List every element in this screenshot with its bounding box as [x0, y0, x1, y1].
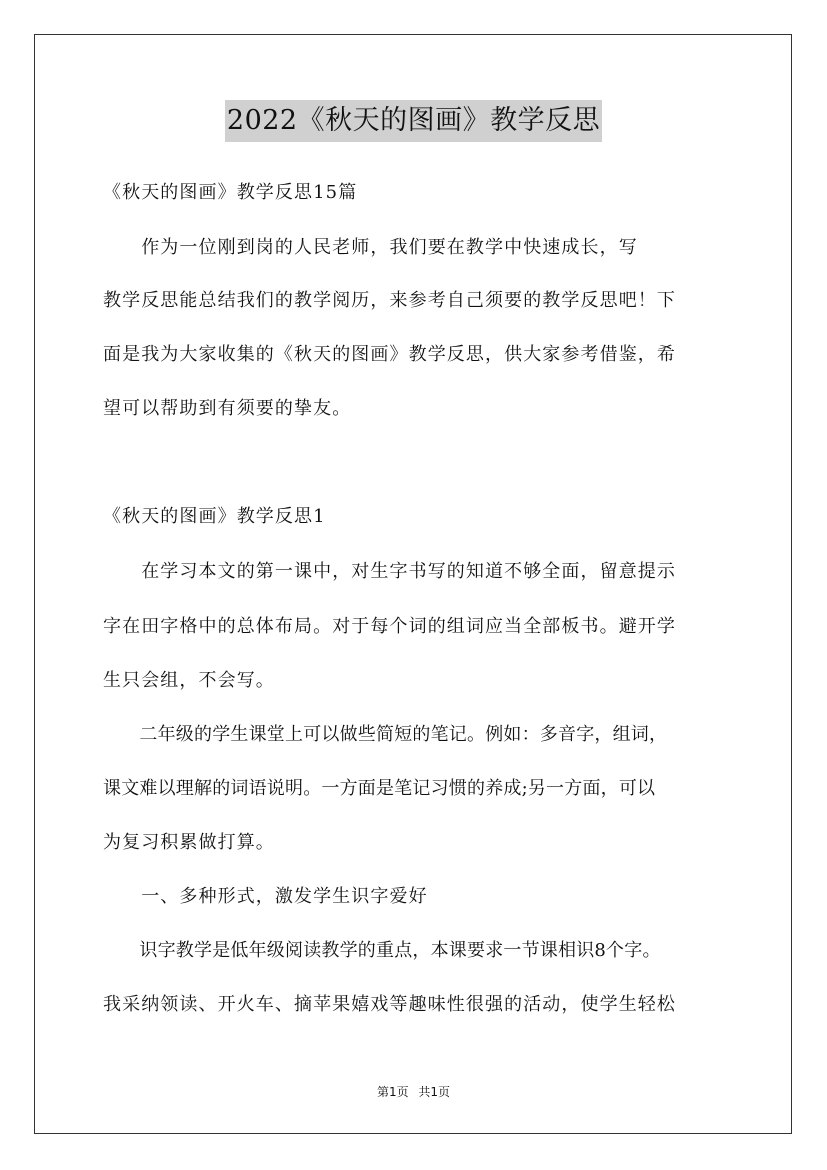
paragraph-line: 生只会组，不会写。 [103, 670, 275, 691]
paragraph-line: 一、多种形式，激发学生识字爱好 [103, 886, 428, 907]
section-heading: 《秋天的图画》教学反思1 [103, 506, 326, 527]
page-footer [0, 1083, 827, 1100]
title-wrap [0, 100, 827, 142]
paragraph-line: 识字教学是低年级阅读教学的重点，本课要求一节课相识8个字。 [103, 940, 661, 961]
paragraph-line: 字在田字格中的总体布局。对于每个词的组词应当全部板书。避开学 [103, 616, 676, 637]
paragraph-line: 望可以帮助到有须要的挚友。 [103, 398, 352, 419]
page-total: 共1页 [418, 1085, 451, 1099]
paragraph-line: 二年级的学生课堂上可以做些简短的笔记。例如：多音字，组词， [103, 724, 668, 745]
paragraph-line: 作为一位刚到岗的人民老师，我们要在教学中快速成长，写 [103, 237, 638, 258]
page-number: 第1页 [376, 1085, 409, 1099]
document-title: 2022《秋天的图画》教学反思 [225, 100, 602, 142]
paragraph-line: 为复习积累做打算。 [103, 832, 275, 853]
paragraph-line: 课文难以理解的词语说明。一方面是笔记习惯的养成;另一方面，可以 [103, 778, 656, 799]
paragraph-line: 我采纳领读、开火车、摘苹果嬉戏等趣味性很强的活动，使学生轻松 [103, 994, 676, 1015]
paragraph-line: 教学反思能总结我们的教学阅历，来参考自己须要的教学反思吧！下 [103, 290, 676, 311]
subtitle-line: 《秋天的图画》教学反思15篇 [103, 182, 358, 203]
paragraph-line: 面是我为大家收集的《秋天的图画》教学反思，供大家参考借鉴，希 [103, 344, 676, 365]
paragraph-line: 在学习本文的第一课中，对生字书写的知道不够全面，留意提示 [103, 561, 676, 582]
